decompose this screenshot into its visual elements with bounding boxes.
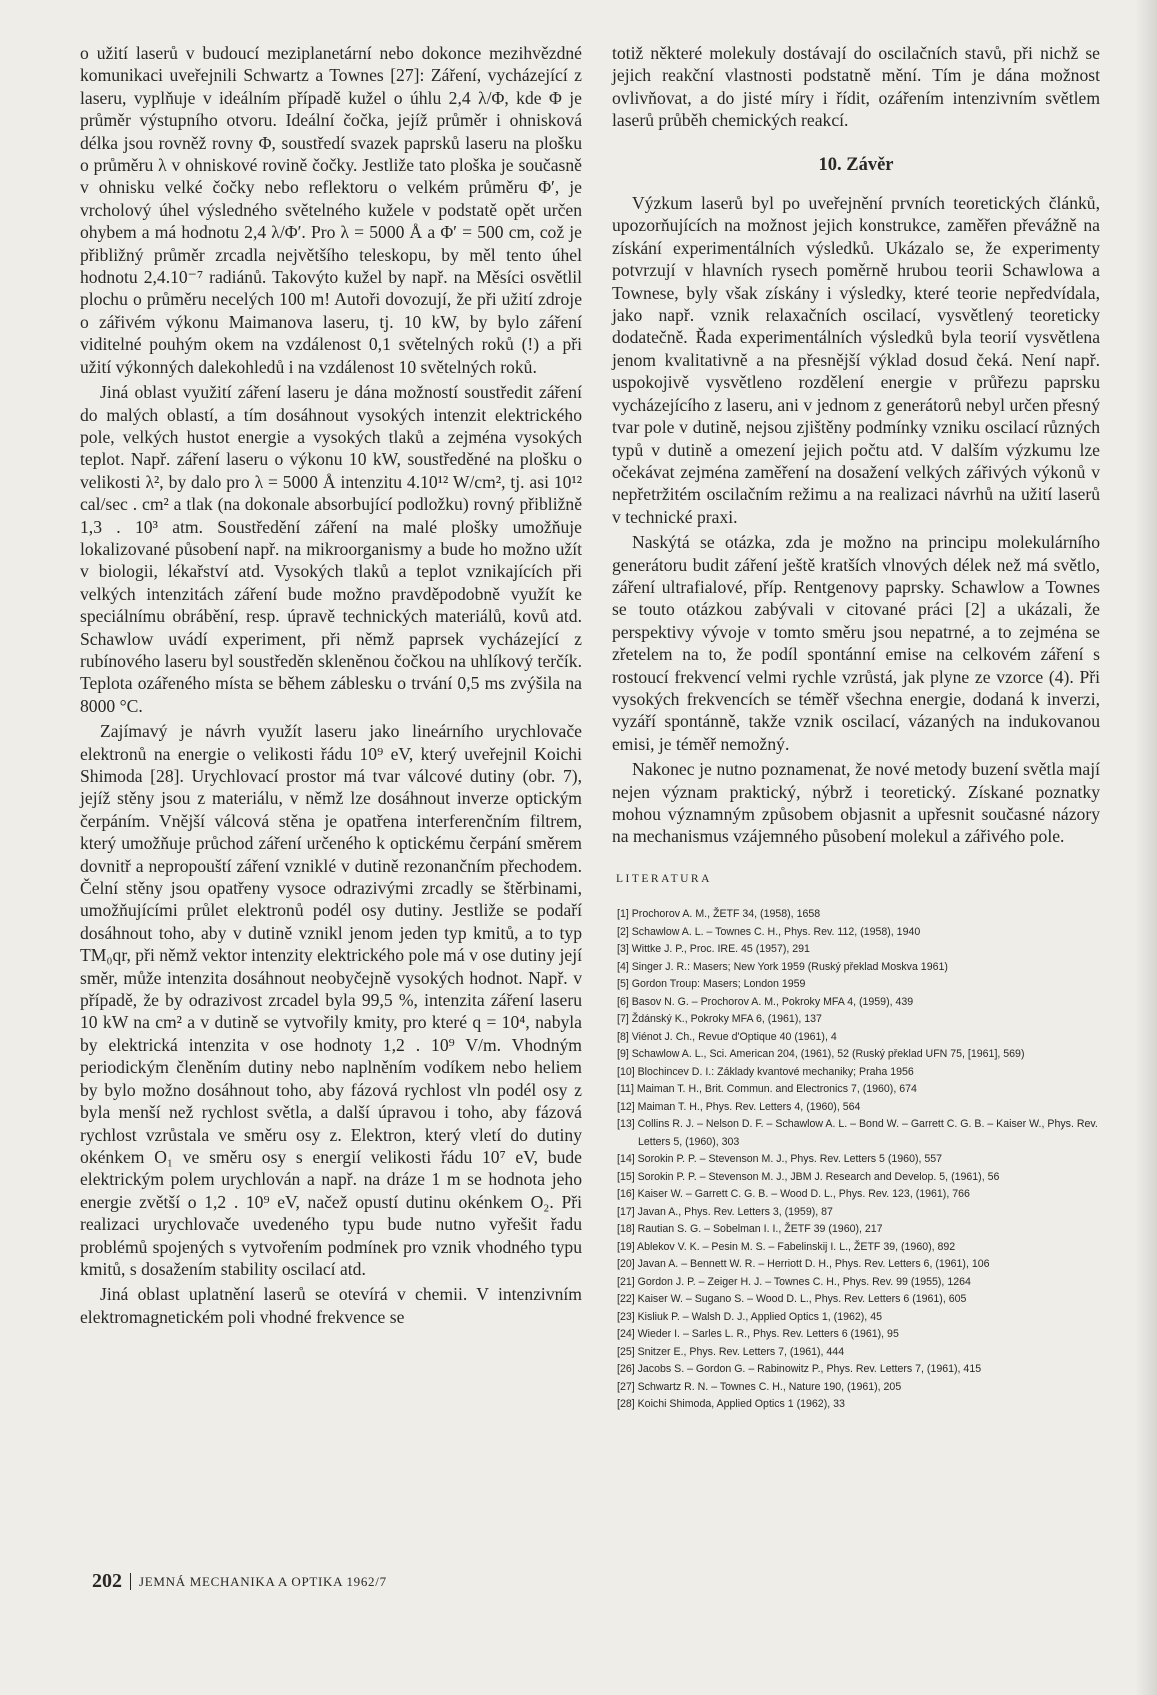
footer-divider <box>130 1573 131 1590</box>
reference-item: [2] Schawlow A. L. – Townes C. H., Phys. Rev. 112, (1958), 1940 <box>617 925 921 938</box>
reference-item: [19] Ablekov V. K. – Pesin M. S. – Fabelinskij I. L., ŽETF 39, (1960), 892 <box>617 1240 956 1253</box>
body-paragraph: o užití laserů v budoucí meziplanetární nebo dokonce mezihvězdné komunikaci uveřejnili Schwartz a Townes [27]: Záření, vycházející z laseru, vyplňuje v ideálním případě kužel o úhlu 2,4 λ/Φ, kde Φ je průměr výstupního otvoru. Ideální čočka, jejíž průměr i ohnisková délka jsou rovněž rovny Φ, soustředí svazek paprsků laseru na plošku o průměru λ v ohniskové rovině čočky. Jestliže tato ploška je současně v ohnisku velké čočky nebo reflektoru o velkém průměru Φ′, je vrcholový úhel výsledného světelného kužele v podstatě opět určen ohybem a má hodnotu 2,4 λ/Φ′. Pro λ = 5000 Å a Φ′ = 500 cm, což je přibližný průměr zrcadla největšího teleskopu, by měl tento úhel hodnotu 2,4.10⁻⁷ radiánů. Takovýto kužel by např. na Měsíci osvětlil plochu o průměru necelých 100 m! Autoři dovozují, že při užití zdroje o zářivém výkonu Maimanova laseru, tj. 10 kW, by bylo záření viditelné pouhým okem na vzdálenost 0,1 světelných roků (!) a při užití výkonných dalekohledů i na vzdálenost 10 světelných roků. <box>80 43 582 377</box>
reference-item: [15] Sorokin P. P. – Stevenson M. J., JBM J. Research and Develop. 5, (1961), 56 <box>617 1170 1000 1183</box>
reference-item: [8] Viénot J. Ch., Revue d'Optique 40 (1961), 4 <box>617 1030 837 1043</box>
reference-item: [6] Basov N. G. – Prochorov A. M., Pokroky MFA 4, (1959), 439 <box>617 995 914 1008</box>
body-paragraph: Zajímavý je návrh využít laseru jako lineárního urychlovače elektronů na energie o velikosti řádu 10⁹ eV, který uveřejnil Koichi Shimoda [28]. Urychlovací prostor má tvar válcové dutiny (obr. 7), jejíž stěny jsou z materiálu, v němž lze dosáhnout inverze optickým čerpáním. Vnější válcová stěna je opatřena interferenčním filtrem, který umožňuje průchod záření určeného k optickému čerpání směrem dovnitř a nepropouští záření vzniklé v dutině rezonančním přechodem. Čelní stěny jsou opatřeny vysoce odrazivými zrcadly se štěrbinami, umožňujícími průlet elektronů podél osy dutiny. Jestliže se podaří dosáhnout toho, aby v dutině vznikl jenom jeden typ kmitů, a to typ TM₀qr, při němž vektor intenzity elektrického pole má v ose dutiny její směr, může intenzita dosáhnout neobyčejně vysokých hodnot. Např. v případě, že by odrazivost zrcadel byla 99,5 %, intenzita záření laseru 10 kW na cm² a v dutině se vytvořily kmity, pro které q = 10⁴, nabyla by elektrická intenzita v ose hodnoty 1,2 . 10⁹ V/m. Vhodným periodickým členěním dutiny nebo naplněním vodíkem nebo heliem by bylo možno dosáhnout toho, aby fázová rychlost vln podél osy z byla menší než rychlost světla, a další úpravou i toho, aby fázová rychlost vzrůstala ve směru osy z. Elektron, který vletí do dutiny okénkem O₁ ve směru osy s energií velikosti řádu 10⁷ eV, bude elektrickým polem urychlován a např. na dráze 1 m se hodnota jeho energie zvětší o 1,2 . 10⁹ eV, načež opustí dutinu okénkem O₂. Při realizaci urychlovače uvedeného typu bude nutno vyřešit řadu problémů spojených s vytvořením podmínek pro vznik vhodného typu kmitů, s dosažením stability oscilací atd. <box>80 721 582 1279</box>
right-column <box>612 42 1100 1414</box>
reference-item: [28] Koichi Shimoda, Applied Optics 1 (1962), 33 <box>617 1398 845 1411</box>
reference-item: [23] Kisliuk P. – Walsh D. J., Applied Optics 1, (1962), 45 <box>617 1310 882 1323</box>
page-number: 202 <box>92 1570 122 1592</box>
reference-item: [13] Collins R. J. – Nelson D. F. – Schawlow A. L. – Bond W. – Garrett C. G. B. – Kaiser W., Phys. Rev. Letters 5, (1960), 303 <box>617 1118 1098 1148</box>
body-paragraph: Nakonec je nutno poznamenat, že nové metody buzení světla mají nejen význam praktický, nýbrž i teoretický. Získané poznatky mohou významným způsobem objasnit a upřesnit současné názory na mechanismus vzájemného působení molekul a zářivého pole. <box>612 759 1100 847</box>
reference-item: [9] Schawlow A. L., Sci. American 204, (1961), 52 (Ruský překlad UFN 75, [1961], 569) <box>617 1048 1025 1061</box>
reference-item: [27] Schwartz R. N. – Townes C. H., Nature 190, (1961), 205 <box>617 1380 902 1393</box>
body-paragraph: Jiná oblast využití záření laseru je dána možností soustředit záření do malých oblastí, a tím dosáhnout vysokých intenzit elektrického pole, velkých hustot energie a vysokých tlaků a zejména vysokých teplot. Např. záření laseru o výkonu 10 kW, soustředěné na plošku o velikosti λ², by dalo pro λ = 5000 Å intenzitu 4.10¹² W/cm², tj. asi 10¹² cal/sec . cm² a tlak (na dokonale absorbující podložku) rovný přibližně 1,3 . 10³ atm. Soustředění záření na malé plošky umožňuje lokalizované působení např. na mikroorganismy a bude ho možno užít v biologii, lékařství atd. Vysokých tlaků a teplot vznikajících při velkých intenzitách záření bude možno pravděpodobně využít ke speciálnímu obrábění, resp. úpravě technických materiálů, kovů atd. Schawlow uvádí experiment, při němž paprsek vycházející z rubínového laseru byl soustředěn skleněnou čočkou na uhlíkový terčík. Teplota ozářeného místa se během záblesku o trvání 0,5 ms zvýšila na 8000 °C. <box>80 382 582 716</box>
reference-item: [1] Prochorov A. M., ŽETF 34, (1958), 1658 <box>617 908 821 921</box>
body-paragraph: Jiná oblast uplatnění laserů se otevírá v chemii. V intenzivním elektromagnetickém poli vhodné frekvence se <box>80 1284 582 1327</box>
reference-item: [21] Gordon J. P. – Zeiger H. J. – Townes C. H., Phys. Rev. 99 (1955), 1264 <box>617 1275 971 1288</box>
reference-item: [25] Snitzer E., Phys. Rev. Letters 7, (1961), 444 <box>617 1345 845 1358</box>
reference-item: [20] Javan A. – Bennett W. R. – Herriott D. H., Phys. Rev. Letters 6, (1961), 106 <box>617 1258 990 1271</box>
section-title: 10. Závěr <box>818 154 894 175</box>
reference-item: [24] Wieder I. – Sarles L. R., Phys. Rev. Letters 6 (1961), 95 <box>617 1328 899 1341</box>
reference-item: [22] Kaiser W. – Sugano S. – Wood D. L., Phys. Rev. Letters 6 (1961), 605 <box>617 1293 967 1306</box>
reference-item: [17] Javan A., Phys. Rev. Letters 3, (1959), 87 <box>617 1205 833 1218</box>
reference-item: [18] Rautian S. G. – Sobelman I. I., ŽETF 39 (1960), 217 <box>617 1223 883 1236</box>
left-column <box>80 42 582 1328</box>
reference-item: [4] Singer J. R.: Masers; New York 1959 (Ruský překlad Moskva 1961) <box>617 960 948 973</box>
body-paragraph: totiž některé molekuly dostávají do oscilačních stavů, při nichž se jejich reakční vlastnosti podstatně mění. Tím je dána možnost ovlivňovat, a do jisté míry i řídit, ozářením intenzivním světlem laserů průběh chemických reakcí. <box>612 43 1100 131</box>
body-paragraph: Naskýtá se otázka, zda je možno na principu molekulárního generátoru budit záření ještě kratších vlnových délek než má světlo, záření ultrafialové, příp. Rentgenovy paprsky. Schawlow a Townes se touto otázkou zabývali v citované práci [2] a ukázali, že perspektivy vývoje v tomto směru jsou nepatrné, a to zejména se zřetelem na to, že podíl spontánní emise na celkovém záření s rostoucí frekvencí velmi rychle vzrůstá, jak plyne ze vzorce (4). Při vysokých frekvencích se téměř všechna energie, dodaná k inverzi, vyzáří spontánně, takže vznik oscilací, vázaných na indukovanou emisi, je téměř nemožný. <box>612 532 1100 754</box>
reference-item: [14] Sorokin P. P. – Stevenson M. J., Phys. Rev. Letters 5 (1960), 557 <box>617 1153 943 1166</box>
reference-item: [16] Kaiser W. – Garrett C. G. B. – Wood D. L., Phys. Rev. 123, (1961), 766 <box>617 1188 970 1201</box>
reference-item: [5] Gordon Troup: Masers; London 1959 <box>617 978 806 991</box>
page-footer <box>92 1570 387 1593</box>
reference-item: [3] Wittke J. P., Proc. IRE. 45 (1957), 291 <box>617 943 810 956</box>
journal-name: JEMNÁ MECHANIKA A OPTIKA 1962/7 <box>139 1573 387 1589</box>
reference-item: [12] Maiman T. H., Phys. Rev. Letters 4, (1960), 564 <box>617 1100 861 1113</box>
body-paragraph: Výzkum laserů byl po uveřejnění prvních teoretických článků, upozorňujících na možnost jejich konstrukce, zaměřen převážně na získání experimentálních výsledků. Ukázalo se, že experimenty potvrzují v hlavních rysech poměrně hrubou teorii Schawlowa a Townese, byly však získány i výsledky, které teorie nepředvídala, jako např. vznik relaxačních oscilací, vysvětlený teoreticky dodatečně. Řada experimentálních výsledků byla teorií vysvětlena jenom kvalitativně a na přesnější výklad dosud čeká. Není např. uspokojivě vysvětleno rozdělení energie v průřezu paprsku vycházejícího z laseru, ani v jednom z generátorů nebyl určen přesný tvar pole v dutině, nejsou zjištěny podmínky vzniku oscilací různých typů v dutině a omezení jejich počtu atd. V dalším výzkumu lze očekávat zejména zaměření na dosažení velkých zářivých výkonů v nepřetržitém oscilačním režimu a na realizaci návrhů na užití laserů v technické praxi. <box>612 193 1100 527</box>
reference-item: [11] Maiman T. H., Brit. Commun. and Electronics 7, (1960), 674 <box>617 1083 917 1096</box>
reference-item: [26] Jacobs S. – Gordon G. – Rabinowitz P., Phys. Rev. Letters 7, (1961), 415 <box>617 1363 982 1376</box>
literature-heading: LITERATURA <box>616 872 712 885</box>
reference-list <box>612 906 1100 1414</box>
reference-item: [10] Blochincev D. I.: Základy kvantové mechaniky; Praha 1956 <box>617 1065 914 1078</box>
page-edge-shadow <box>1135 0 1157 1695</box>
reference-item: [7] Ždánský K., Pokroky MFA 6, (1961), 137 <box>617 1013 822 1026</box>
